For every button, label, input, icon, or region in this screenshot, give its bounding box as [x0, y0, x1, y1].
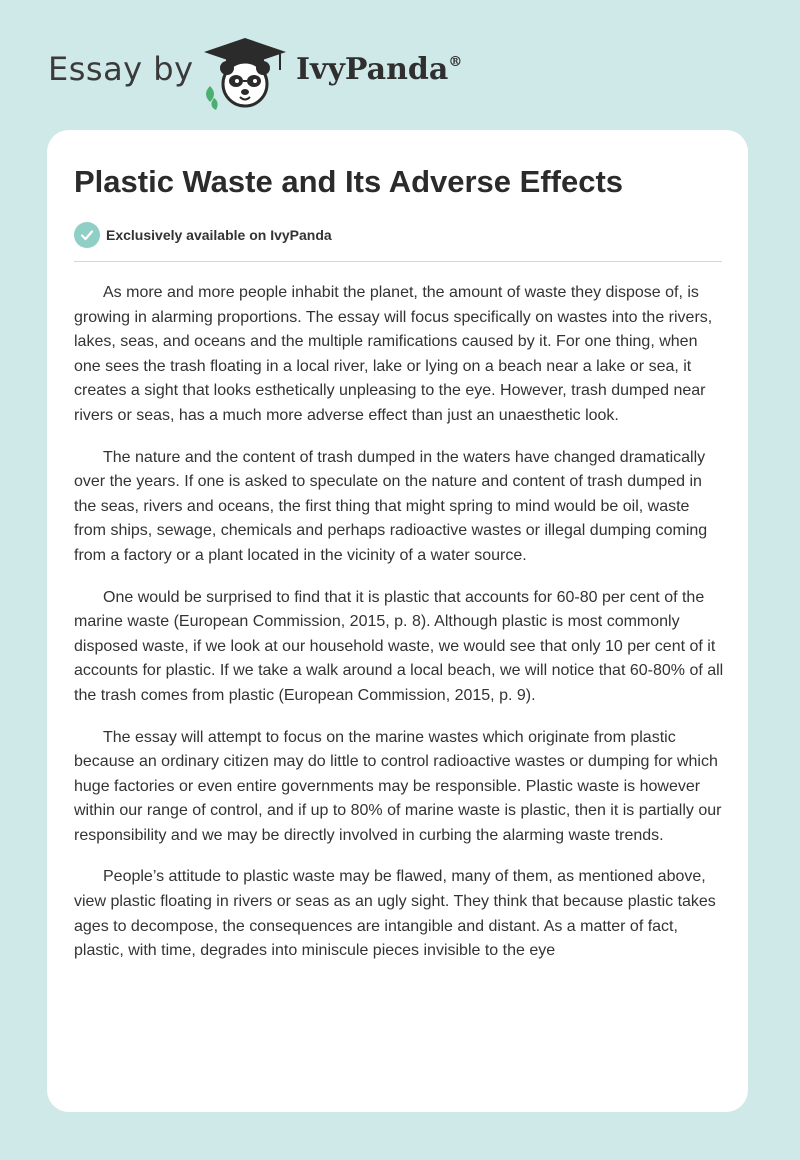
check-icon [74, 222, 100, 248]
site-header [0, 0, 800, 130]
divider [74, 261, 722, 262]
page-title: Plastic Waste and Its Adverse Effects [74, 164, 624, 199]
panda-logo-icon[interactable] [200, 36, 290, 110]
paragraph: The essay will attempt to focus on the marine wastes which originate from plastic because an ordinary citizen may do little to control radioactive wastes or dumping for which huge factories or even entire governments may be responsible. Plastic waste is however within our range of control, and if up to 80% of marine waste is plastic, then it is partially our responsibility and we may be directly involved in curbing the alarming waste trends. [74, 728, 722, 844]
registered-mark: ® [448, 54, 463, 70]
paragraph: One would be surprised to find that it is plastic that accounts for 60-80 per cent of the marine waste (European Commission, 2015, p. 8). Although plastic is most commonly disposed waste, if we look at our household waste, we would see that only 10 per cent of it accounts for plastic. If we take a walk around a local beach, we will notice that 60-80% of all the trash comes from plastic (European Commission, 2015, p. 9). [74, 588, 724, 704]
paragraph: As more and more people inhabit the planet, the amount of waste they dispose of, is growing in alarming proportions. The essay will focus specifically on wastes into the rivers, lakes, seas, and oceans and the multiple ramifications caused by it. For one thing, when one sees the trash floating in a local river, lake or lying on a beach near a lake or sea, it creates a sight that looks esthetically unpleasing to the eye. However, trash dumped near rivers or seas, has a much more adverse effect than just an unaesthetic look. [74, 284, 713, 424]
essay-by-label: Essay by [48, 50, 194, 88]
paragraph: The nature and the content of trash dumped in the waters have changed dramatically over the years. If one is asked to speculate on the nature and content of trash dumped in the seas, rivers and oceans, the first thing that might spring to mind would be oil, waste from ships, sewage, chemicals and perhaps radioactive wastes or illegal dumping coming from a factory or a plant located in the vicinity of a water source. [74, 448, 708, 564]
brand-wordmark[interactable] [296, 52, 462, 87]
essay-body [74, 281, 724, 981]
brand-name: IvyPanda [296, 52, 449, 87]
exclusive-badge [74, 221, 332, 249]
paragraph: People’s attitude to plastic waste may be flawed, many of them, as mentioned above, view plastic floating in rivers or seas as an ugly sight. They think that because plastic takes ages to decompose, the consequences are intangible and distant. As a matter of fact, plastic, with time, degrades into miniscule pieces invisible to the eye [74, 868, 716, 960]
badge-label: Exclusively available on IvyPanda [106, 227, 332, 243]
essay-card [47, 130, 748, 1112]
